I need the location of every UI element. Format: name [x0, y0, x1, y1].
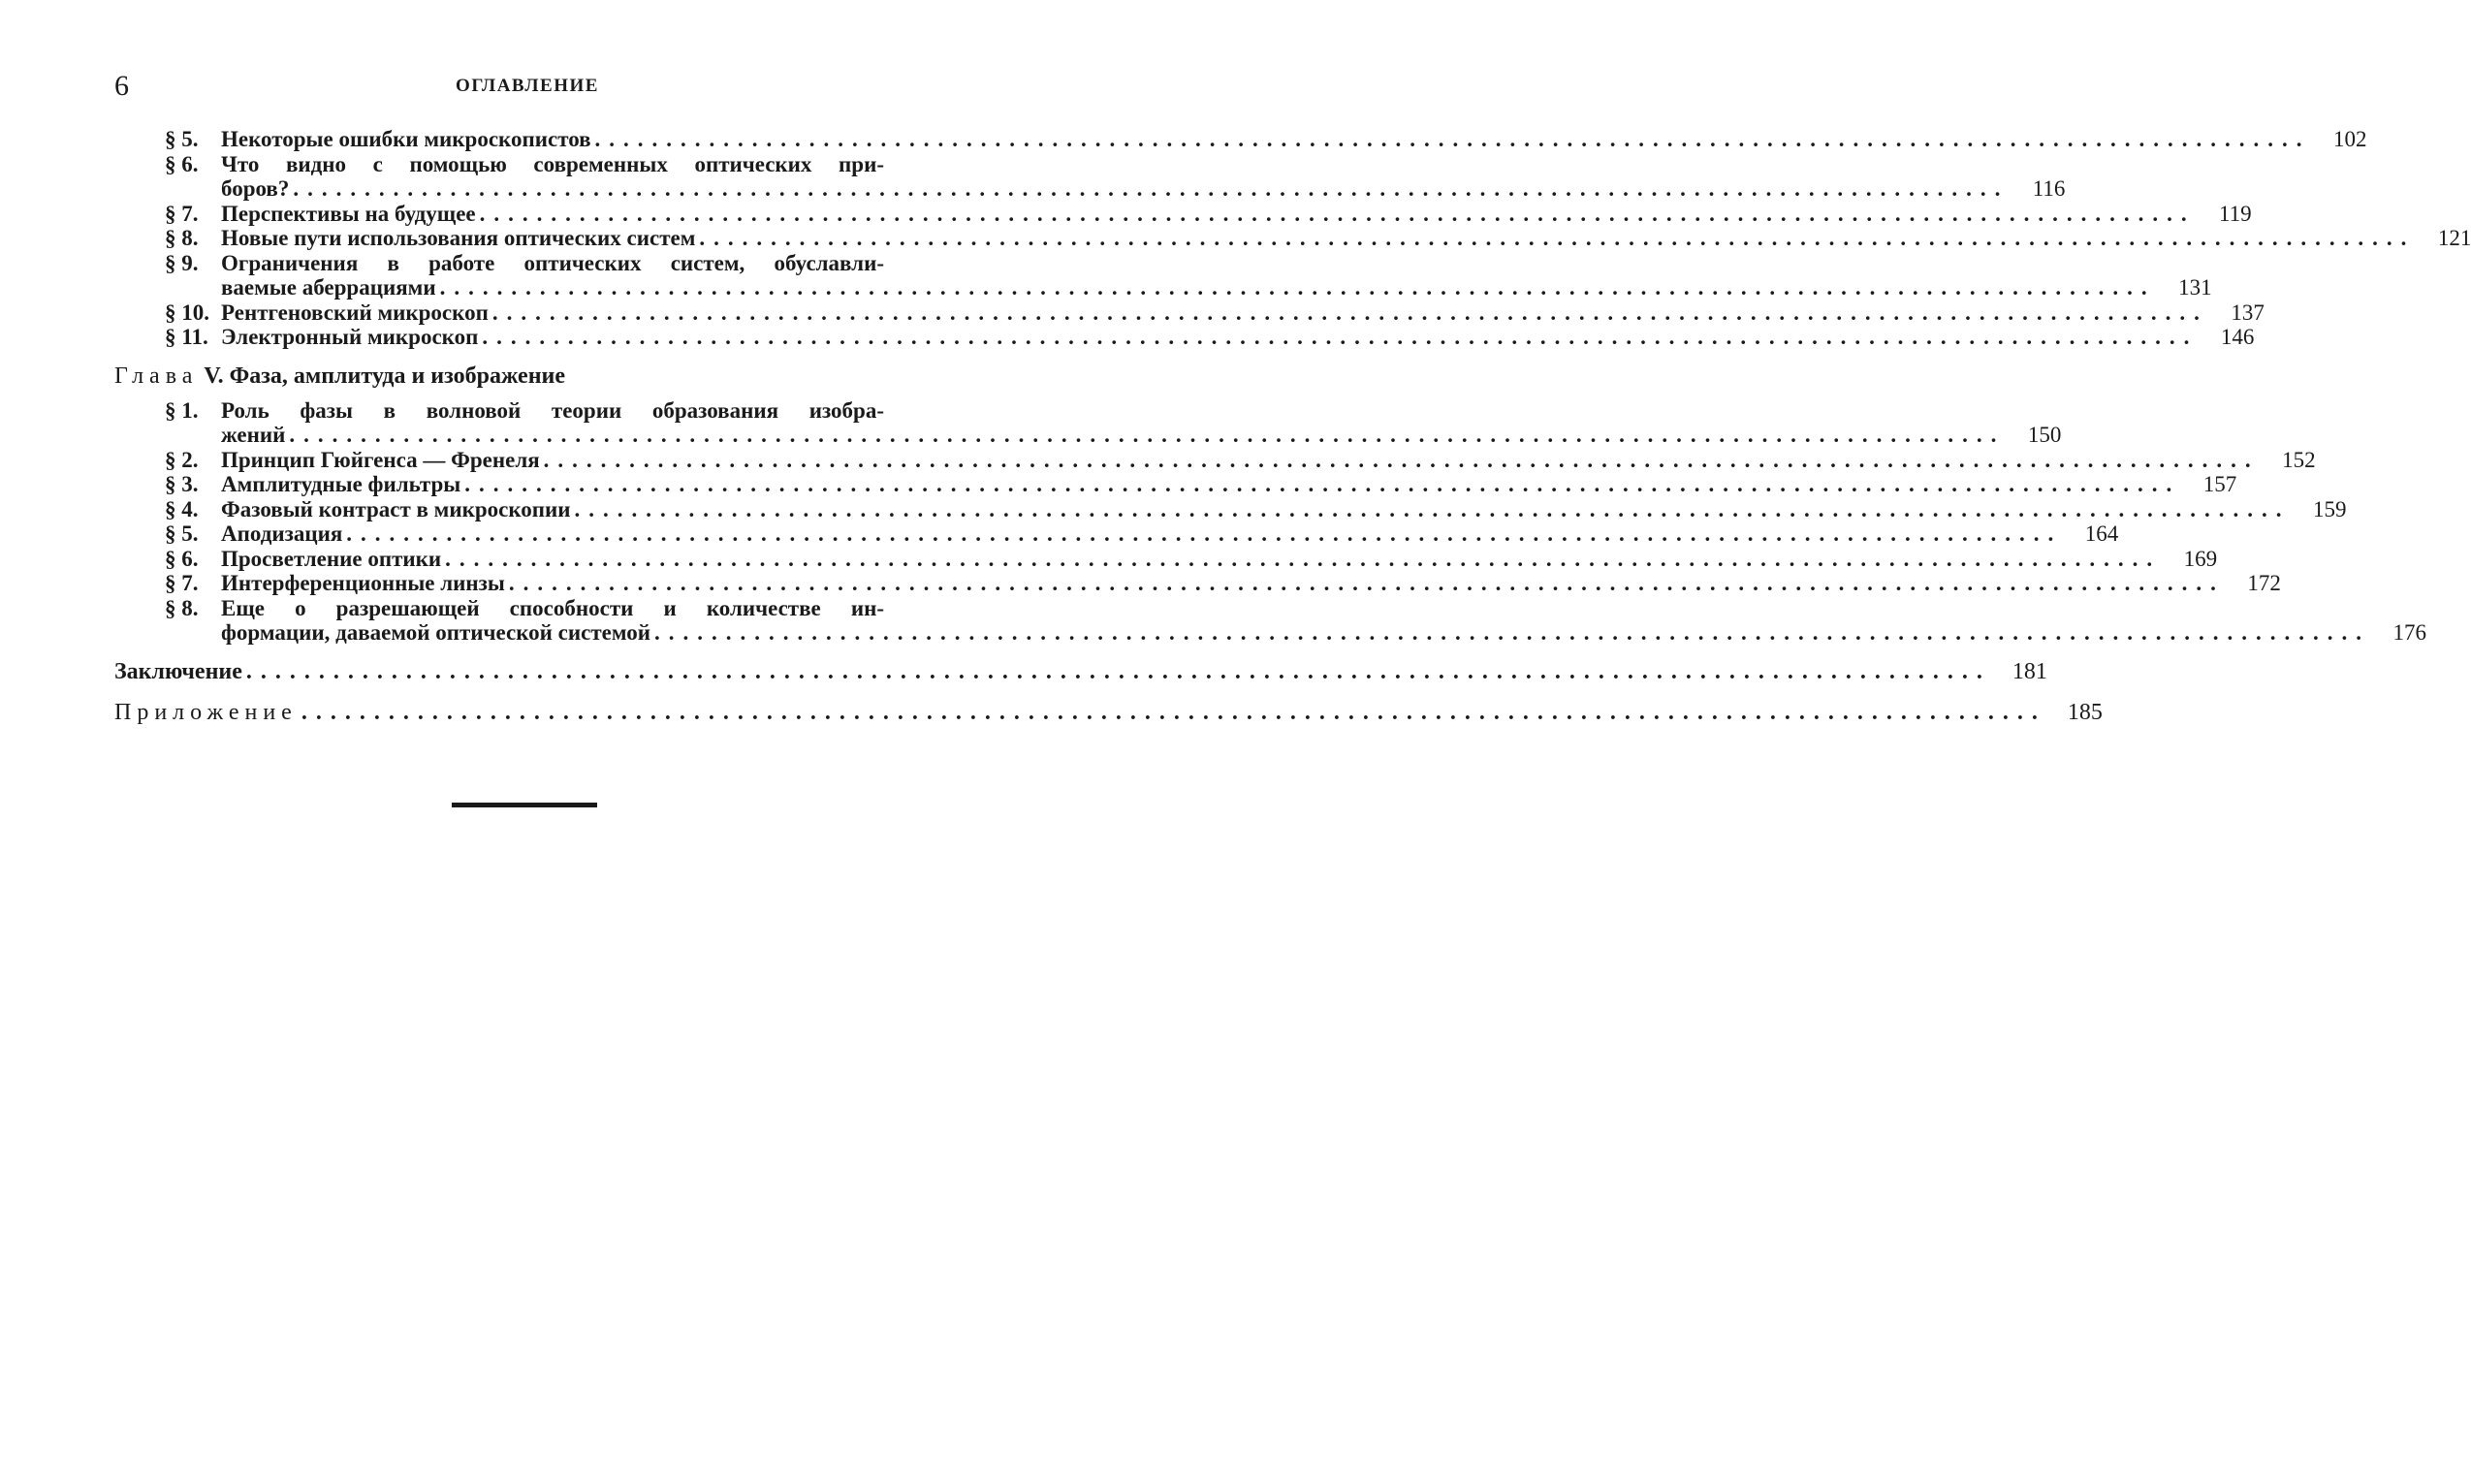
toc-entry-top-level	[114, 657, 2047, 686]
chapter-heading	[114, 362, 940, 391]
section-number: § 9.	[165, 250, 199, 275]
chapter-label: Глава	[114, 363, 199, 389]
section-number: § 1.	[165, 397, 199, 423]
page-ref: 102	[2333, 127, 2367, 151]
dot-leader: ........................................................................................................................	[479, 201, 2196, 226]
dot-leader: ........................................................................................................................	[289, 423, 2006, 447]
toc-entry	[165, 521, 2119, 547]
section-title-line	[221, 571, 2281, 596]
page-ref: 185	[2067, 699, 2103, 725]
section-number: § 7.	[165, 571, 199, 595]
section-title-line: Что видно с помощью современных оптических при-	[221, 151, 884, 176]
section-number: § 7.	[165, 201, 199, 226]
section-title-line	[221, 496, 2347, 522]
dot-leader: ........................................................................................................................	[653, 620, 2370, 645]
section-number: § 4.	[165, 496, 199, 521]
section-title	[221, 127, 2367, 152]
section-title	[221, 595, 2426, 646]
section-title-line	[221, 226, 2471, 251]
toc-entry	[165, 472, 2237, 497]
section-title-line	[221, 176, 2066, 202]
section-title-text: Рентгеновский микроскоп	[221, 300, 489, 325]
toc-entry	[165, 300, 2265, 326]
section-title-text: Перспективы на будущее	[221, 201, 476, 226]
table-of-contents	[114, 127, 2471, 727]
section-title-line	[221, 423, 2062, 448]
section-title	[221, 472, 2237, 497]
entry-title-text: Заключение	[114, 658, 242, 684]
toc-entry	[165, 571, 2281, 596]
section-number: § 8.	[165, 226, 199, 250]
dot-leader: ........................................................................................................................	[439, 275, 2156, 300]
dot-leader: ........................................................................................................................	[574, 496, 2291, 521]
running-title: ОГЛАВЛЕНИЕ	[456, 76, 599, 96]
dot-leader: ........................................................................................................................	[491, 300, 2208, 325]
dot-leader: ........................................................................................................................	[464, 472, 2181, 496]
section-title	[221, 226, 2471, 251]
section-title-text: Аподизация	[221, 521, 343, 546]
entry-title	[114, 657, 2047, 686]
page-ref: 146	[2220, 325, 2255, 349]
section-number: § 8.	[165, 595, 199, 620]
chapter-4-section-list	[114, 127, 2471, 350]
section-title-text: Новые пути использования оптических систем	[221, 226, 696, 250]
dot-leader: ........................................................................................................................	[445, 546, 2162, 571]
section-title-text: боров?	[221, 176, 290, 201]
page-ref: 176	[2392, 620, 2426, 645]
section-title	[221, 521, 2119, 547]
toc-entry	[165, 496, 2347, 522]
toc-entry	[165, 226, 2471, 251]
section-number: § 2.	[165, 447, 199, 472]
entry-title-line	[114, 657, 2047, 686]
section-title-text: Интерференционные линзы	[221, 571, 505, 595]
section-title-text: жений	[221, 423, 286, 447]
page-ref: 150	[2027, 423, 2062, 447]
section-title-line	[221, 546, 2218, 572]
section-number: § 5.	[165, 521, 199, 546]
toc-entry	[165, 201, 2252, 227]
toc-entry	[165, 595, 2426, 646]
chapter-5-section-list	[114, 397, 2426, 646]
section-title-line	[221, 521, 2119, 547]
section-title-line: Ограничения в работе оптических систем, обуславли-	[221, 250, 884, 275]
section-title	[221, 397, 2062, 448]
section-title	[221, 201, 2252, 227]
dot-leader: ........................................................................................................................	[594, 127, 2311, 151]
section-title-line	[221, 472, 2237, 497]
dot-leader: ........................................................................................................................	[293, 176, 2010, 201]
page-ref: 157	[2202, 472, 2237, 496]
dot-leader: ........................................................................................................................	[543, 447, 2260, 472]
dot-leader: ........................................................................................................................	[699, 226, 2416, 250]
dot-leader: ........................................................................................................................	[346, 521, 2063, 546]
section-title-text: формации, даваемой оптической системой	[221, 620, 650, 645]
running-head	[114, 70, 940, 103]
toc-entry	[165, 151, 2066, 202]
page-ref: 116	[2032, 176, 2066, 201]
section-number: § 5.	[165, 127, 199, 151]
toc-entry	[165, 250, 2212, 300]
section-number: § 10.	[165, 300, 209, 325]
section-title-line	[221, 275, 2212, 300]
section-title-line	[221, 127, 2367, 152]
entry-title-text: Приложение	[114, 699, 298, 725]
section-title	[221, 571, 2281, 596]
section-title-text: Некоторые ошибки микроскопистов	[221, 127, 591, 151]
section-title-line: Роль фазы в волновой теории образования изобра-	[221, 397, 884, 423]
end-rule	[452, 803, 597, 807]
toc-entry	[165, 127, 2367, 152]
section-title-text: Фазовый контраст в микроскопии	[221, 496, 571, 521]
section-title-line: Еще о разрешающей способности и количестве ин-	[221, 595, 884, 620]
page-number: 6	[114, 70, 129, 102]
toc-entry	[165, 546, 2218, 572]
entry-title-line	[114, 698, 2103, 727]
section-title-text: Амплитудные фильтры	[221, 472, 461, 496]
toc-entry	[165, 325, 2255, 350]
section-title-line	[221, 201, 2252, 227]
back-matter-list	[114, 657, 2103, 727]
section-title	[221, 300, 2265, 326]
page-ref: 119	[2218, 201, 2252, 226]
dot-leader: ........................................................................................................................	[508, 571, 2225, 595]
section-title	[221, 151, 2066, 202]
section-number: § 3.	[165, 472, 199, 496]
section-title-text: Электронный микроскоп	[221, 325, 479, 349]
section-number: § 6.	[165, 546, 199, 571]
section-title-line	[221, 447, 2316, 473]
page-ref: 152	[2282, 447, 2316, 472]
toc-entry	[165, 397, 2062, 448]
section-title	[221, 250, 2212, 300]
entry-title	[114, 698, 2103, 727]
page-ref: 121	[2437, 226, 2471, 250]
page-ref: 137	[2231, 300, 2265, 325]
section-title-line	[221, 620, 2426, 646]
section-title-text: Просветление оптики	[221, 546, 442, 571]
dot-leader: ........................................................................................................................	[301, 699, 2046, 725]
page-ref: 169	[2183, 546, 2218, 571]
toc-entry-top-level	[114, 698, 2103, 727]
section-title	[221, 546, 2218, 572]
section-title	[221, 325, 2255, 350]
section-title	[221, 496, 2347, 522]
section-title-line	[221, 325, 2255, 350]
toc-entry	[165, 447, 2316, 473]
dot-leader: ........................................................................................................................	[482, 325, 2199, 349]
section-number: § 6.	[165, 151, 199, 176]
page-ref: 159	[2313, 496, 2347, 521]
dot-leader: ........................................................................................................................	[245, 658, 1991, 684]
section-title-line	[221, 300, 2265, 326]
page-ref: 172	[2247, 571, 2281, 595]
section-number: § 11.	[165, 325, 208, 349]
section-title	[221, 447, 2316, 473]
page-ref: 181	[2012, 658, 2047, 684]
page-ref: 164	[2084, 521, 2119, 546]
page-ref: 131	[2178, 275, 2212, 300]
section-title-text: ваемые аберрациями	[221, 275, 436, 300]
section-title-text: Принцип Гюйгенса — Френеля	[221, 447, 540, 472]
chapter-title: V. Фаза, амплитуда и изображение	[204, 363, 565, 389]
